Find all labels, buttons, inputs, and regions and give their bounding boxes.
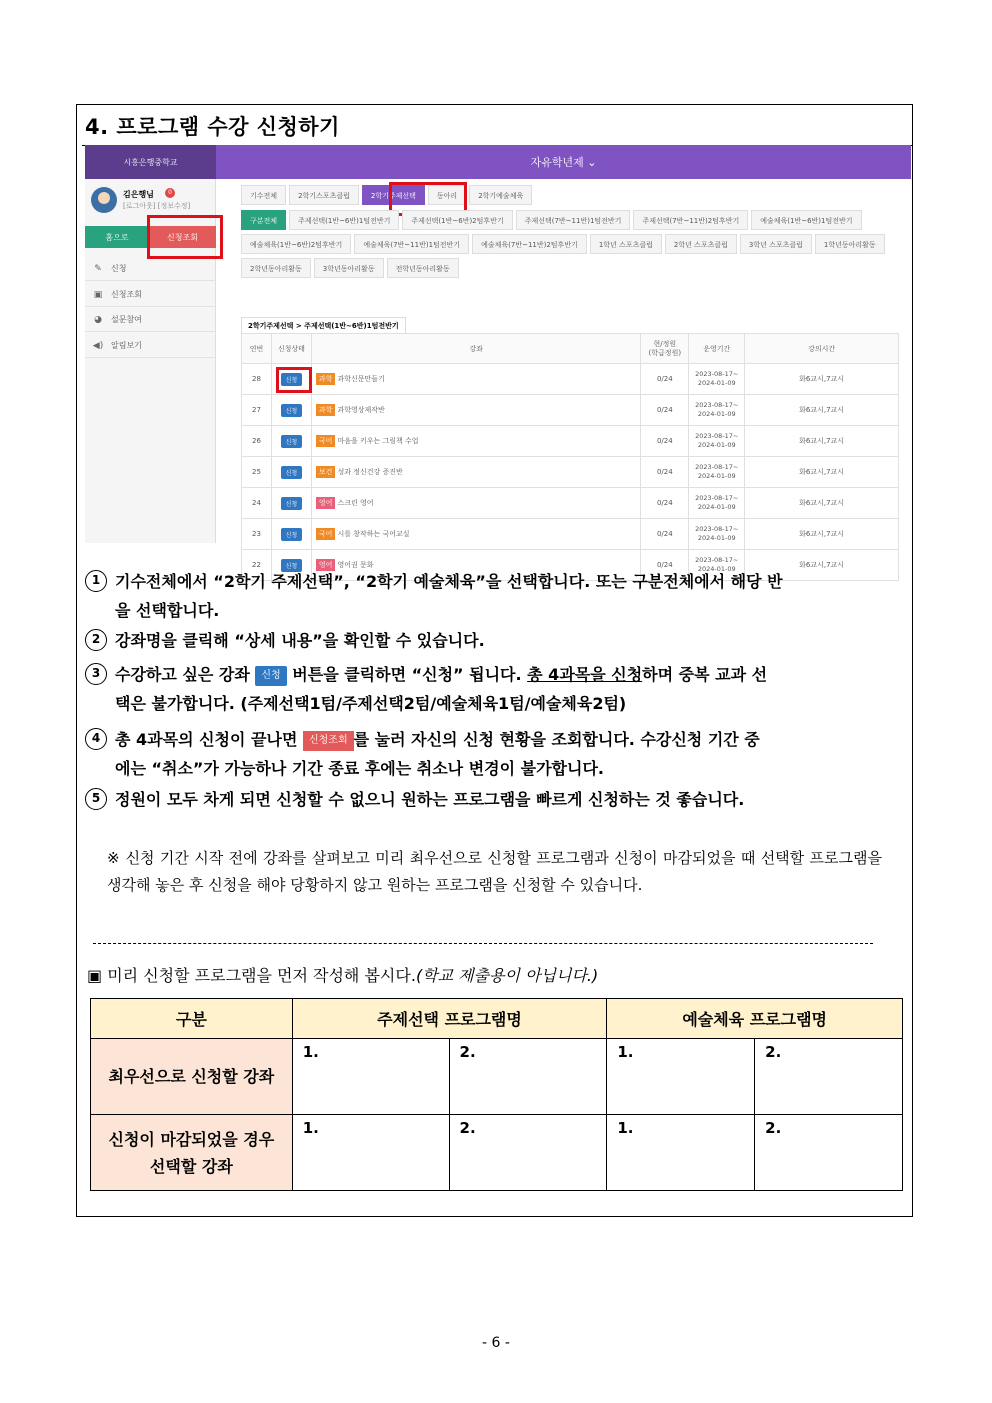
- lecture-time: 화6교시,7교시: [745, 519, 899, 550]
- tab-sports[interactable]: 2학기스포츠클럽: [289, 185, 359, 205]
- period-start: 2023-08-17~: [695, 525, 739, 533]
- col-header: 강좌: [311, 334, 640, 364]
- course-cell[interactable]: [311, 488, 640, 519]
- tab-class[interactable]: 3학년 스포츠클럽: [740, 234, 812, 254]
- period-end: 2024-01-09: [697, 472, 736, 480]
- sidebar-item-notice[interactable]: [85, 334, 216, 358]
- col-header: 구분: [91, 999, 293, 1039]
- row-number: 22: [242, 550, 272, 581]
- school-name[interactable]: 시흥은행중학교: [85, 145, 216, 179]
- col-header: 예술체육 프로그램명: [607, 999, 903, 1039]
- lecture-time: 화6교시,7교시: [745, 457, 899, 488]
- table-row: [242, 457, 899, 488]
- home-button[interactable]: 홈으로: [85, 226, 149, 248]
- subject-badge: 국어: [316, 435, 336, 447]
- speaker-icon: ◀): [92, 340, 104, 351]
- instruction-2: [85, 626, 905, 655]
- app-screenshot: [85, 145, 911, 573]
- sidebar-item-apply[interactable]: [85, 257, 216, 281]
- edit-icon: ✎: [94, 263, 102, 274]
- period-end: 2024-01-09: [697, 379, 736, 387]
- tab-class[interactable]: 2학년 스포츠클럽: [665, 234, 737, 254]
- instruction-text: 기수전체에서 “2학기 주제선택”, “2학기 예술체육”을 선택합니다. 또는 구분전체에서 해당 반: [115, 572, 783, 591]
- tab-class[interactable]: 예술체육(1반~6반)1텀전반기: [751, 210, 861, 230]
- row-label-line: 선택할 강좌: [149, 1156, 233, 1176]
- period-end: 2024-01-09: [697, 503, 736, 511]
- answer-cell[interactable]: 2.: [755, 1115, 903, 1191]
- period-start: 2023-08-17~: [695, 556, 739, 564]
- answer-cell[interactable]: 1.: [607, 1115, 755, 1191]
- note-paragraph: ※ 신청 기간 시작 전에 강좌를 살펴보고 미리 최우선으로 신청할 프로그램과 신청이 마감되었을 때 선택할 프로그램을 생각해 놓은 후 신청을 해야 당황하지 않고 원하는 프로그램을 신청할 수 있습니다.: [107, 849, 882, 894]
- instruction-text: 하며 중복 교과 선: [642, 665, 768, 684]
- enrollment-count: 0/24: [641, 488, 689, 519]
- period-end: 2024-01-09: [697, 441, 736, 449]
- lecture-time: 화6교시,7교시: [745, 364, 899, 395]
- table-row: [242, 364, 899, 395]
- subject-badge: 과학: [316, 404, 336, 416]
- period-end: 2024-01-09: [697, 410, 736, 418]
- col-header: 신청상태: [271, 334, 311, 364]
- course-title[interactable]: 성과 정신건강 증진반: [337, 468, 403, 476]
- enrollment-count: 0/24: [641, 457, 689, 488]
- period-start: 2023-08-17~: [695, 494, 739, 502]
- table-row: [91, 1115, 903, 1191]
- term-tabs: [241, 185, 532, 205]
- period-start: 2023-08-17~: [695, 370, 739, 378]
- lecture-time: 화6교시,7교시: [745, 395, 899, 426]
- apply-button[interactable]: 신청: [281, 497, 303, 510]
- lecture-time: 화6교시,7교시: [745, 488, 899, 519]
- tab-class[interactable]: 전학년동아리활동: [387, 258, 459, 278]
- circled-number: 4: [85, 728, 107, 750]
- sidebar-item-label: 신청조회: [111, 290, 142, 299]
- apply-button[interactable]: 신청: [281, 404, 303, 417]
- answer-cell[interactable]: 2.: [449, 1039, 607, 1115]
- status-cell: [271, 519, 311, 550]
- tab-class[interactable]: 주제선택(7반~11반)2텀후반기: [633, 210, 748, 230]
- subject-badge: 과학: [316, 373, 336, 385]
- tab-class[interactable]: 예술체육(7반~11반)2텀후반기: [472, 234, 587, 254]
- tab-all[interactable]: 기수전체: [241, 185, 286, 205]
- instruction-text: 정원이 모두 차게 되면 신청할 수 없으니 원하는 프로그램을 빠르게 신청하는 것 좋습니다.: [115, 790, 745, 809]
- period-end: 2024-01-09: [697, 534, 736, 542]
- circled-number: 5: [85, 788, 107, 810]
- table-header-row: [91, 999, 903, 1039]
- breadcrumb: 2학기주제선택 > 주제선택(1반~6반)1텀전반기: [241, 317, 406, 333]
- highlight-box: [276, 367, 312, 393]
- tab-class[interactable]: 1학년동아리활동: [815, 234, 885, 254]
- table-row: [242, 519, 899, 550]
- page-number: - 6 -: [482, 1335, 510, 1351]
- period-cell: [689, 426, 745, 457]
- enrollment-count: 0/24: [641, 550, 689, 581]
- apply-button[interactable]: 신청: [281, 466, 303, 479]
- instruction-5: [85, 785, 905, 814]
- user-links[interactable]: [로그아웃] [정보수정]: [123, 202, 191, 210]
- class-tabs-row2: [241, 234, 885, 254]
- enrollment-count: 0/24: [641, 395, 689, 426]
- instruction-text: 총 4과목의 신청이 끝나면: [115, 730, 298, 749]
- course-cell[interactable]: [311, 457, 640, 488]
- course-cell[interactable]: [311, 426, 640, 457]
- highlight-box: [147, 215, 223, 259]
- answer-cell[interactable]: 1.: [292, 1115, 449, 1191]
- period-cell: [689, 488, 745, 519]
- status-cell: [271, 457, 311, 488]
- check-button-sample: 신청조회: [303, 731, 354, 751]
- instruction-4: [85, 725, 905, 783]
- section-box: [76, 104, 913, 1217]
- col-header: 연번: [242, 334, 272, 364]
- col-header: 운영기간: [689, 334, 745, 364]
- status-cell: [271, 426, 311, 457]
- period-end: 2024-01-09: [697, 565, 736, 573]
- course-title[interactable]: 스크린 영어: [337, 499, 374, 507]
- worksheet-prompt: [87, 963, 598, 986]
- course-cell[interactable]: [311, 364, 640, 395]
- enrollment-count: 0/24: [641, 426, 689, 457]
- course-title[interactable]: 시를 창작하는 국어교실: [337, 530, 410, 538]
- course-title[interactable]: 과학신문만들기: [337, 375, 385, 383]
- class-tabs-row3: [241, 258, 459, 278]
- course-cell[interactable]: [311, 519, 640, 550]
- row-label-line: 신청이 마감되었을 경우: [108, 1129, 275, 1149]
- tab-topic[interactable]: 2학기주제선택: [362, 185, 425, 205]
- col-header: 주제선택 프로그램명: [292, 999, 607, 1039]
- prompt-note: (학교 제출용이 아닙니다.): [415, 966, 599, 985]
- check-application-button[interactable]: 신청조회: [149, 226, 216, 248]
- period-cell: [689, 457, 745, 488]
- instruction-text: 에는 “취소”가 가능하나 기간 종료 후에는 취소나 변경이 불가합니다.: [115, 759, 604, 778]
- tab-class[interactable]: 예술체육(7반~11반)1텀전반기: [354, 234, 469, 254]
- row-number: 27: [242, 395, 272, 426]
- answer-cell[interactable]: 1.: [292, 1039, 449, 1115]
- subject-badge: 국어: [316, 528, 336, 540]
- sidebar-item-check[interactable]: [85, 283, 216, 307]
- table-row: [242, 395, 899, 426]
- course-cell[interactable]: [311, 395, 640, 426]
- brand-menu[interactable]: 자유학년제 ⌄: [530, 156, 597, 169]
- sidebar-item-label: 설문참여: [111, 315, 142, 324]
- course-table: [241, 333, 899, 581]
- lecture-time: 화6교시,7교시: [745, 426, 899, 457]
- period-start: 2023-08-17~: [695, 401, 739, 409]
- row-number: 23: [242, 519, 272, 550]
- col-header: 강의시간: [745, 334, 899, 364]
- subject-badge: 보건: [316, 466, 336, 478]
- tab-club[interactable]: 동아리: [428, 185, 466, 205]
- worksheet-table: [90, 998, 903, 1191]
- instruction-1: [85, 567, 905, 625]
- instruction-text: 를 눌러 자신의 신청 현황을 조회합니다. 수강신청 기간 중: [353, 730, 760, 749]
- status-cell: [271, 395, 311, 426]
- instruction-text: 버튼을 클릭하면 “신청” 됩니다.: [292, 665, 522, 684]
- prompt-text: ▣ 미리 신청할 프로그램을 먼저 작성해 봅시다.: [87, 966, 416, 985]
- sidebar-item-label: 알림보기: [111, 341, 142, 350]
- instruction-text: 을 선택합니다.: [115, 601, 220, 620]
- tab-class-all[interactable]: 구분전체: [241, 210, 286, 230]
- tab-class[interactable]: 주제선택(7반~11반)1텀전반기: [516, 210, 631, 230]
- status-cell: [271, 488, 311, 519]
- circled-number: 1: [85, 570, 107, 592]
- tab-class[interactable]: 2학년동아리활동: [241, 258, 311, 278]
- main-panel: [217, 179, 911, 573]
- user-name: 김은행님: [123, 190, 154, 199]
- pie-chart-icon: ◕: [94, 314, 102, 325]
- tab-class[interactable]: 3학년동아리활동: [314, 258, 384, 278]
- tab-arts[interactable]: 2학기예술체육: [469, 185, 532, 205]
- dashed-divider: [93, 943, 873, 944]
- apply-button-sample: 신청: [255, 666, 286, 686]
- apply-button[interactable]: 신청: [281, 435, 303, 448]
- course-title[interactable]: 영어권 문화: [337, 561, 374, 569]
- row-number: 28: [242, 364, 272, 395]
- row-label: 최우선으로 신청할 강좌: [91, 1039, 293, 1115]
- circled-number: 2: [85, 629, 107, 651]
- apply-button[interactable]: 신청: [281, 559, 303, 572]
- instruction-text: 택은 불가합니다. (주제선택1텀/주제선택2텀/예술체육1텀/예술체육2텀): [115, 694, 627, 713]
- image-icon: ▣: [93, 289, 103, 300]
- period-cell: [689, 395, 745, 426]
- instruction-text: 수강하고 싶은 강좌: [115, 665, 250, 684]
- subject-badge: 영어: [316, 559, 336, 571]
- section-title: 4. 프로그램 수강 신청하기: [85, 115, 340, 139]
- row-label: [91, 1115, 293, 1191]
- enrollment-count: 0/24: [641, 364, 689, 395]
- answer-cell[interactable]: 2.: [755, 1039, 903, 1115]
- table-row: [242, 426, 899, 457]
- course-title[interactable]: 과학영상제작반: [337, 406, 385, 414]
- course-title[interactable]: 마음을 키우는 그림책 수업: [337, 437, 419, 445]
- instruction-3: [85, 660, 905, 718]
- class-tabs-row1: [241, 210, 862, 230]
- col-header: 현/정원 (학급정원): [641, 334, 689, 364]
- row-number: 25: [242, 457, 272, 488]
- enrollment-count: 0/24: [641, 519, 689, 550]
- tab-class[interactable]: 1학년 스포츠클럽: [590, 234, 662, 254]
- tab-class[interactable]: 주제선택(1반~6반)2텀후반기: [402, 210, 512, 230]
- instruction-text: 강좌명을 클릭해 “상세 내용”을 확인할 수 있습니다.: [115, 631, 485, 650]
- lecture-time: 화6교시,7교시: [745, 550, 899, 581]
- avatar: [91, 187, 117, 213]
- top-bar: [85, 145, 911, 179]
- period-cell: [689, 364, 745, 395]
- notification-badge[interactable]: 0: [165, 188, 175, 198]
- row-number: 24: [242, 488, 272, 519]
- period-start: 2023-08-17~: [695, 432, 739, 440]
- period-start: 2023-08-17~: [695, 463, 739, 471]
- circled-number: 3: [85, 663, 107, 685]
- tab-class[interactable]: 주제선택(1반~6반)1텀전반기: [289, 210, 399, 230]
- subject-badge: 영어: [316, 497, 336, 509]
- table-row: [91, 1039, 903, 1115]
- table-row: [242, 488, 899, 519]
- apply-button[interactable]: 신청: [281, 528, 303, 541]
- answer-cell[interactable]: 1.: [607, 1039, 755, 1115]
- answer-cell[interactable]: 2.: [449, 1115, 607, 1191]
- tab-class[interactable]: 예술체육(1반~6반)2텀후반기: [241, 234, 351, 254]
- apply-button[interactable]: 신청: [281, 373, 303, 386]
- row-number: 26: [242, 426, 272, 457]
- instruction-emphasis: 총 4과목을 신청: [527, 665, 643, 684]
- sidebar-item-label: 신청: [111, 264, 127, 273]
- sidebar-item-survey[interactable]: [85, 308, 216, 332]
- period-cell: [689, 519, 745, 550]
- table-header-row: [242, 334, 899, 364]
- sidebar: [85, 179, 216, 543]
